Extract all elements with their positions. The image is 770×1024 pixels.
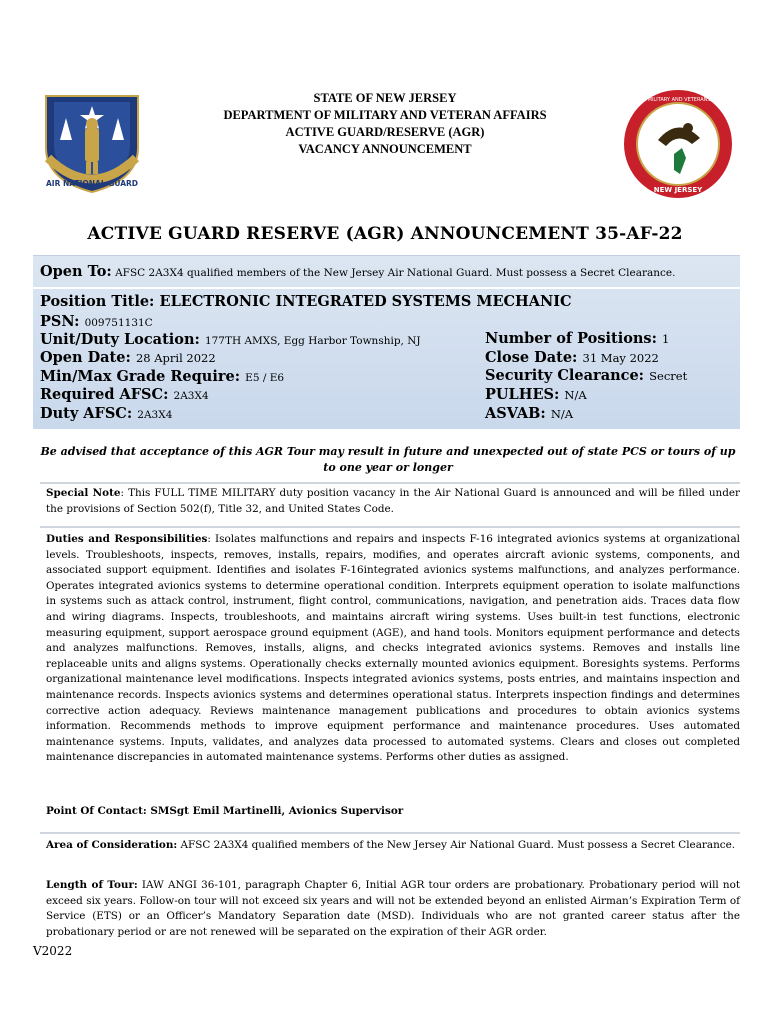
announcement-title: ACTIVE GUARD RESERVE (AGR) ANNOUNCEMENT 35-AF-22 — [87, 224, 683, 244]
area-of-consideration — [46, 838, 740, 854]
header-state: STATE OF NEW JERSEY — [313, 91, 457, 105]
grade-value: E5 / E6 — [245, 372, 285, 384]
unit-value: 177TH AMXS, Egg Harbor Township, NJ — [204, 335, 421, 347]
pulhes-row — [485, 384, 587, 403]
area-label: Area of Consideration: — [46, 839, 178, 851]
position-title-value: ELECTRONIC INTEGRATED SYSTEMS MECHANIC — [159, 293, 572, 310]
position-title-label: Position Title: — [40, 293, 155, 310]
seal-right-bottom-text: NEW JERSEY — [653, 186, 703, 194]
version-footer: V2022 — [33, 944, 73, 958]
close-date-value: 31 May 2022 — [582, 351, 659, 365]
open-to-value: AFSC 2A3X4 qualified members of the New Jersey Air National Guard. Must possess a Secret Clearance. — [115, 267, 676, 279]
positions-value: 1 — [662, 332, 670, 346]
seal-left-text: AIR NATIONAL GUARD — [45, 179, 139, 188]
position-title-row — [40, 291, 572, 310]
pulhes-value: N/A — [564, 388, 587, 402]
grade-label: Min/Max Grade Require: — [40, 368, 241, 385]
unit-label: Unit/Duty Location: — [40, 331, 200, 348]
psn-value: 009751131C — [84, 317, 153, 329]
duties-section — [46, 532, 740, 766]
length-text: IAW ANGI 36-101, paragraph Chapter 6, Initial AGR tour orders are probationary. Probationary period will not exceed six years. Follow-on tour will not exceed six years and will not be extended beyond an enlisted Airman’s Expiration Term of Service (ETS) or an Officer’s Mandatory Separation date (MSD). Individuals who are not granted career status after the probationary period or are not renewed will be separated on the expiration of their AGR order. — [46, 879, 741, 938]
seal-right-top-text: DEPT. OF MILITARY AND VETERANS AFFAIRS — [623, 97, 733, 103]
asvab-value: N/A — [550, 407, 574, 421]
poc-label: Point Of Contact: — [46, 805, 147, 817]
asvab-label: ASVAB: — [485, 405, 546, 422]
psn-label: PSN: — [40, 313, 80, 330]
header-vacancy: VACANCY ANNOUNCEMENT — [298, 142, 472, 156]
air-national-guard-seal — [36, 88, 148, 196]
document-header — [150, 90, 620, 158]
close-date-row — [485, 347, 659, 366]
poc-value: SMSgt Emil Martinelli, Avionics Supervisor — [150, 805, 404, 817]
divider-1 — [40, 482, 740, 484]
positions-label: Number of Positions: — [485, 330, 657, 347]
divider-2 — [40, 526, 740, 528]
length-label: Length of Tour: — [46, 879, 138, 891]
close-date-label: Close Date: — [485, 349, 578, 366]
advisory-notice: Be advised that acceptance of this AGR Tour may result in future and unexpected out of state PCS or tours of up to one year or longer — [40, 445, 736, 474]
header-department: DEPARTMENT OF MILITARY AND VETERAN AFFAIRS — [223, 108, 547, 122]
grade-row — [40, 366, 284, 385]
special-note-label: Special Note — [46, 487, 121, 499]
required-afsc-row — [40, 384, 209, 403]
unit-row — [40, 329, 421, 348]
clearance-label: Security Clearance: — [485, 367, 645, 384]
required-afsc-value: 2A3X4 — [173, 390, 209, 402]
special-note-text: : This FULL TIME MILITARY duty position vacancy in the Air National Guard is announced and will be filled under the provisions of Section 502(f), Title 32, and United States Code. — [46, 487, 740, 515]
poc-row — [46, 804, 740, 820]
nj-dmava-seal — [622, 88, 734, 200]
clearance-row — [485, 365, 687, 384]
open-to-row — [40, 263, 675, 280]
positions-row — [485, 328, 669, 347]
duties-text: : Isolates malfunctions and repairs and inspects F-16 integrated avionics systems at organizational levels. Troubleshoots, inspects, removes, installs, repairs, modifies, and operates aircraft avionic systems, components, and associated support equipment. Identifies and isolates F-16integrated avionics systems malfunctions, and analyzes performance. Operates integrated avionics systems to determine operational condition. Interprets equipment operation to isolate malfunctions in systems such as attack control, instrument, flight control, communications, navigation, and penetration aids. Traces data flow and wiring diagrams. Inspects, troubleshoots, and maintains aircraft wiring systems. Uses built-in test functions, electronic measuring equipment, support aerospace ground equipment (AGE), and hand tools. Monitors equipment performance and detects and analyzes malfunctions. Removes, installs, aligns, and checks integrated avionics systems. Removes and installs line replaceable units and aligns systems. Operationally checks externally mounted avionics equipment. Boresights systems. Performs organizational maintenance level modifications. Inspects integrated avionics systems, posts entries, and maintains inspection and maintenance records. Inspects avionics systems and determines operational status. Interprets inspection findings and determines corrective action adequacy. Reviews maintenance management publications and procedures to obtain avionics systems information. Recommends methods to improve equipment performance and maintenance procedures. Uses automated maintenance systems. Inputs, validates, and analyzes data processed to automated systems. Clears and closes out completed maintenance discrepancies in automated maintenance systems. Performs other duties as assigned. — [46, 533, 740, 764]
psn-row — [40, 311, 153, 330]
divider-3 — [40, 832, 740, 834]
clearance-value: Secret — [649, 369, 688, 383]
special-note — [46, 486, 740, 517]
duty-afsc-row — [40, 403, 172, 422]
open-date-row — [40, 347, 216, 366]
duties-label: Duties and Responsibilities — [46, 533, 208, 545]
box-divider — [33, 287, 740, 289]
asvab-row — [485, 403, 573, 422]
open-date-value: 28 April 2022 — [135, 351, 216, 365]
area-text: AFSC 2A3X4 qualified members of the New Jersey Air National Guard. Must possess a Secret Clearance. — [177, 839, 736, 851]
duty-afsc-label: Duty AFSC: — [40, 405, 133, 422]
length-of-tour — [46, 878, 740, 940]
pulhes-label: PULHES: — [485, 386, 560, 403]
open-to-label: Open To: — [40, 263, 112, 280]
required-afsc-label: Required AFSC: — [40, 386, 169, 403]
duty-afsc-value: 2A3X4 — [137, 409, 173, 421]
header-agr: ACTIVE GUARD/RESERVE (AGR) — [285, 125, 485, 139]
open-date-label: Open Date: — [40, 349, 131, 366]
